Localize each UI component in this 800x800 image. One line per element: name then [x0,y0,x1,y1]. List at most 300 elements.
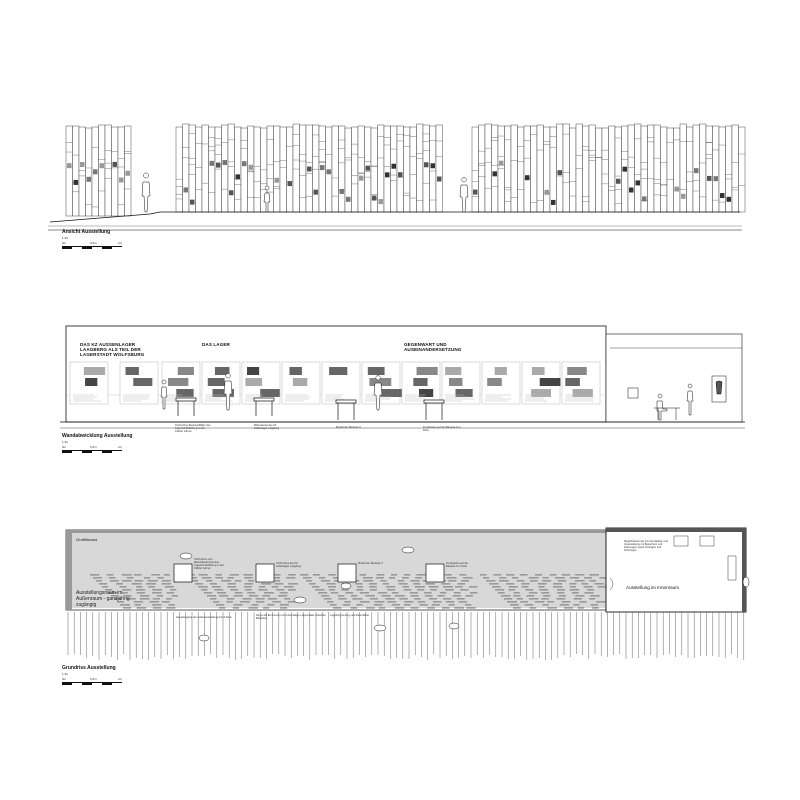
floor-hatch [244,577,252,579]
floor-hatch [359,574,366,576]
floor-hatch [584,586,593,588]
floor-hatch [256,598,265,600]
floor-hatch [227,577,234,579]
floor-hatch [162,580,171,582]
floor-hatch [338,595,345,597]
scalebar-label-0: 0m [62,445,67,449]
floor-hatch [122,580,132,582]
floor-hatch [201,589,207,591]
floor-hatch [590,580,596,582]
floor-hatch [506,583,514,585]
floor-hatch [495,589,504,591]
floor-hatch [387,589,395,591]
floor-hatch [369,583,377,585]
floor-hatch [199,574,208,576]
floor-hatch [303,577,311,579]
floor-hatch [411,595,419,597]
floor-hatch [598,586,607,588]
floor-hatch [93,577,102,579]
floor-hatch [569,583,576,585]
floor-hatch [541,598,548,600]
floor-hatch [248,580,254,582]
indoor-room-note: Möglichkeiten der Kommunikation und Veranstaltung mit Besuchern und Zeitzeugen sowie Vorträgen und Führungen [624,540,668,552]
floor-hatch [517,598,523,600]
station-label-2: Bildmaterial des KZ Außenlager Laagberg [254,424,280,430]
floor-hatch [575,595,584,597]
floor-hatch [226,601,232,603]
floor-hatch [535,601,545,603]
floor-hatch [195,583,203,585]
vitrine-3 [338,564,356,582]
floor-hatch [529,598,538,600]
floor-hatch [425,595,433,597]
floor-hatch [168,604,175,606]
floor-hatch [509,586,518,588]
vitrine-label-4: Fundstücke auf der Baracke 9 in Kiste [446,562,469,568]
floor-hatch [306,580,312,582]
floor-hatch [575,580,584,582]
floor-hatch [164,574,170,576]
floor-hatch [214,589,223,591]
floor-hatch [140,598,150,600]
floor-hatch [249,595,259,597]
floor-hatch [573,604,579,606]
floor-hatch [466,607,475,609]
floor-hatch [395,595,405,597]
path-label-2: Wege der Erinnerung und ehemaligen Lagerstraße zwischen Baracken [256,614,326,620]
floor-hatch [267,604,274,606]
person-plan-icon [743,577,749,587]
floor-hatch [280,592,288,594]
floor-hatch [465,604,471,606]
floor-hatch [127,577,134,579]
floor-hatch [244,583,253,585]
floor-plan-scalebar [62,682,122,686]
fence-posts [68,612,744,660]
person-plan-icon [199,635,209,641]
floor-hatch [562,574,571,576]
floor-hatch [460,589,468,591]
floor-hatch [386,586,395,588]
floor-hatch [132,583,142,585]
floor-hatch [230,574,239,576]
floor-hatch [501,595,511,597]
floor-hatch [245,589,252,591]
floor-hatch [433,601,441,603]
vitrine-label-3: Modell der Baracke 9 [358,562,383,565]
floor-hatch [543,595,550,597]
floor-hatch [206,580,213,582]
floor-hatch [416,574,426,576]
floor-hatch [480,574,487,576]
floor-hatch [328,586,336,588]
heading-gegenwart: GEGENWART UND AUSEINANDERSETZUNG [404,342,462,352]
floor-hatch [521,583,529,585]
outdoor-room-label: Ausstellungsraum im Außenraum - ganzjährig zugängig [76,590,130,608]
floor-hatch [454,592,461,594]
floor-hatch [522,586,529,588]
floor-hatch [379,607,386,609]
floor-hatch [313,574,320,576]
floor-hatch [273,580,280,582]
floor-hatch [414,598,420,600]
floor-hatch [397,580,404,582]
floor-hatch [383,583,389,585]
floor-hatch [227,586,236,588]
floor-hatch [463,577,473,579]
floor-hatch [429,598,437,600]
floor-hatch [559,595,566,597]
floor-hatch [395,607,404,609]
floor-hatch [120,586,127,588]
floor-hatch [166,598,172,600]
floor-hatch [210,598,216,600]
floor-hatch [506,574,515,576]
vitrine-4 [426,564,444,582]
floor-hatch [529,592,537,594]
floor-hatch [555,577,565,579]
floor-hatch [389,577,395,579]
floor-hatch [415,586,425,588]
floor-hatch [96,580,102,582]
floor-hatch [415,577,422,579]
floor-hatch [590,595,599,597]
wall-development-title: Wandabwicklung Ausstellung [62,433,133,439]
floor-hatch [547,601,554,603]
floor-hatch [542,604,548,606]
floor-hatch [378,592,387,594]
floor-hatch [170,589,176,591]
floor-hatch [202,577,212,579]
floor-hatch [140,595,150,597]
floor-hatch [351,607,358,609]
floor-hatch [560,604,569,606]
floor-hatch [204,592,212,594]
vitrine-label-2: Tischvitrine des KZ Außenlager Laagberg [276,562,302,568]
floor-hatch [370,598,378,600]
floor-hatch [404,601,413,603]
floor-hatch [234,595,243,597]
floor-hatch [382,595,391,597]
floor-hatch [410,592,418,594]
floor-hatch [243,598,252,600]
floor-hatch [453,595,461,597]
floor-hatch [584,577,592,579]
floor-hatch [498,592,505,594]
floor-hatch [392,592,399,594]
floor-hatch [387,601,396,603]
floor-hatch [109,577,116,579]
person-plan-icon [294,597,306,603]
scalebar-label-2: 1m [118,241,123,245]
floor-hatch [370,589,377,591]
floor-hatch [575,574,584,576]
floor-hatch [321,595,329,597]
floor-hatch [459,601,468,603]
floor-hatch [564,607,573,609]
wall-development-scale: 1:33 [62,440,68,444]
floor-hatch [261,583,271,585]
scalebar-label-0: 0m [62,677,67,681]
floor-hatch [579,601,586,603]
floor-hatch [526,595,534,597]
floor-hatch [248,607,257,609]
floor-hatch [321,580,330,582]
floor-hatch [442,583,451,585]
floor-hatch [578,607,584,609]
floor-hatch [374,604,383,606]
floor-hatch [324,598,331,600]
floor-hatch [525,589,533,591]
floor-hatch [461,580,469,582]
floor-hatch [152,592,162,594]
floor-hatch [492,586,501,588]
floor-hatch [449,604,455,606]
floor-hatch [319,577,325,579]
floor-hatch [107,574,114,576]
floor-hatch [499,577,506,579]
floor-hatch [443,598,451,600]
floor-hatch [513,595,520,597]
floor-hatch [327,583,336,585]
path-label-3: Lagerbegrenzung und Zaunpfähle [330,614,370,617]
floor-hatch [513,607,521,609]
floor-hatch [427,607,435,609]
floor-hatch [440,592,446,594]
floor-hatch [591,604,598,606]
floor-hatch [592,607,599,609]
floor-hatch [315,589,325,591]
floor-hatch [403,586,409,588]
floor-hatch [137,592,145,594]
floor-hatch [356,589,363,591]
floor-hatch [343,604,350,606]
floor-hatch [446,601,454,603]
interior-wall [606,528,746,532]
floor-hatch [286,577,295,579]
floor-hatch [360,592,369,594]
floor-hatch [284,586,294,588]
floor-hatch [493,574,501,576]
scalebar-label-2: 1m [118,445,123,449]
floor-hatch [357,586,363,588]
floor-hatch [153,607,162,609]
floor-hatch [366,607,375,609]
floor-hatch [570,577,579,579]
floor-hatch [110,580,119,582]
floor-hatch [210,583,217,585]
floor-hatch [596,601,605,603]
floor-hatch [215,577,223,579]
floor-hatch [438,595,445,597]
floor-hatch [574,598,582,600]
floor-hatch [344,601,350,603]
path-label-1: Haupteingang der Außenausstellung durch Zaun [176,616,232,619]
floor-hatch [116,583,123,585]
floor-hatch [219,595,228,597]
floor-hatch [192,580,198,582]
floor-hatch [216,604,224,606]
floor-hatch [558,580,566,582]
floor-hatch [448,580,456,582]
floor-hatch [530,580,538,582]
floor-hatch [300,574,308,576]
floor-hatch [404,604,411,606]
floor-hatch [280,604,289,606]
floor-hatch [445,589,454,591]
person-plan-icon [374,625,386,631]
floor-hatch [365,595,375,597]
floor-hatch [215,574,222,576]
floor-hatch [504,598,512,600]
vitrine-label-1: Tischvitrine zum Materialnachweis des Lagerteil Wolfsburg in den 1940er Jahren [194,558,225,570]
floor-hatch [162,601,170,603]
floor-hatch [134,580,143,582]
floor-hatch [553,586,562,588]
floor-hatch [330,604,337,606]
floor-hatch [167,592,174,594]
floor-hatch [263,607,269,609]
floor-hatch [240,601,250,603]
floor-hatch [244,586,252,588]
floor-hatch [499,580,509,582]
floor-hatch [455,586,463,588]
floor-hatch [137,607,147,609]
floor-hatch [520,601,528,603]
floor-hatch [235,580,241,582]
person-plan-icon [341,583,351,589]
floor-hatch [136,589,145,591]
heading-das-lager: DAS LAGER [202,342,230,347]
floor-hatch [392,604,400,606]
floor-hatch [419,604,427,606]
floor-hatch [157,595,163,597]
floor-hatch [278,595,287,597]
floor-hatch [264,592,274,594]
floor-hatch [272,601,281,603]
floor-hatch [166,607,175,609]
floor-hatch [151,574,160,576]
floor-hatch [517,580,525,582]
floor-hatch [572,592,579,594]
floor-hatch [369,586,377,588]
vitrine-2 [256,564,274,582]
floor-hatch [288,589,296,591]
floor-hatch [162,583,171,585]
floor-hatch [538,586,544,588]
floor-hatch [243,574,253,576]
floor-hatch [148,586,155,588]
floor-hatch [512,577,518,579]
floor-hatch [399,598,407,600]
floor-hatch [413,583,420,585]
floor-hatch [418,601,426,603]
floor-hatch [465,595,473,597]
floor-hatch [288,574,295,576]
floor-hatch [589,574,599,576]
floor-hatch [442,607,450,609]
floor-hatch [363,580,373,582]
floor-hatch [148,580,158,582]
floor-hatch [363,577,373,579]
floor-hatch [570,589,580,591]
floor-hatch [447,577,457,579]
floor-hatch [329,589,335,591]
floor-hatch [550,574,557,576]
floor-hatch [429,586,439,588]
floor-hatch [152,589,162,591]
floor-hatch [355,583,362,585]
vitrine-1 [174,564,192,582]
floor-hatch [90,574,99,576]
floor-hatch [541,592,549,594]
floor-hatch [157,577,164,579]
floor-hatch [529,577,539,579]
floor-hatch [233,607,239,609]
floor-hatch [402,577,409,579]
floor-hatch [352,598,362,600]
floor-hatch [221,580,231,582]
floor-hatch [486,580,495,582]
floor-hatch [538,583,547,585]
floor-hatch [219,607,225,609]
floor-hatch [570,586,576,588]
floor-hatch [276,589,285,591]
floor-hatch [356,604,362,606]
floor-hatch [424,592,431,594]
floor-hatch [470,592,477,594]
indoor-room-label: Ausstellung im Innenraum [626,585,680,590]
floor-hatch [445,574,452,576]
floor-hatch [391,574,397,576]
floor-hatch [562,601,571,603]
floor-hatch [312,586,319,588]
floor-hatch [134,574,142,576]
interior-wall [742,528,746,612]
floor-hatch [280,607,287,609]
floor-hatch [547,607,557,609]
floor-hatch [557,589,565,591]
person-plan-icon [449,623,459,629]
scalebar-label-1: 0.5m [90,445,97,449]
floor-hatch [458,583,465,585]
floor-hatch [333,607,341,609]
floor-hatch [227,598,234,600]
station-label-3: Modell der Baracke 9 [336,426,361,429]
floor-hatch [385,598,394,600]
floor-hatch [380,580,386,582]
floor-hatch [284,598,290,600]
floor-hatch [251,604,258,606]
floor-hatch [530,607,537,609]
floor-hatch [410,580,419,582]
floor-hatch [535,574,542,576]
floor-hatch [258,589,267,591]
scalebar-label-1: 0.5m [90,241,97,245]
floor-hatch [510,604,519,606]
floor-hatch [589,598,595,600]
floor-hatch [399,583,408,585]
floor-hatch [213,601,219,603]
station-label-1: Tischvitrine Baracke/Bilder des Lagerteil Wolfsburg in den 1940er Jahren [175,424,211,433]
floor-hatch [594,583,603,585]
floor-hatch [509,589,515,591]
floor-hatch [432,604,440,606]
person-plan-icon [180,553,192,559]
floor-hatch [520,574,528,576]
scalebar-label-0: 0m [62,241,67,245]
floor-hatch [259,586,265,588]
